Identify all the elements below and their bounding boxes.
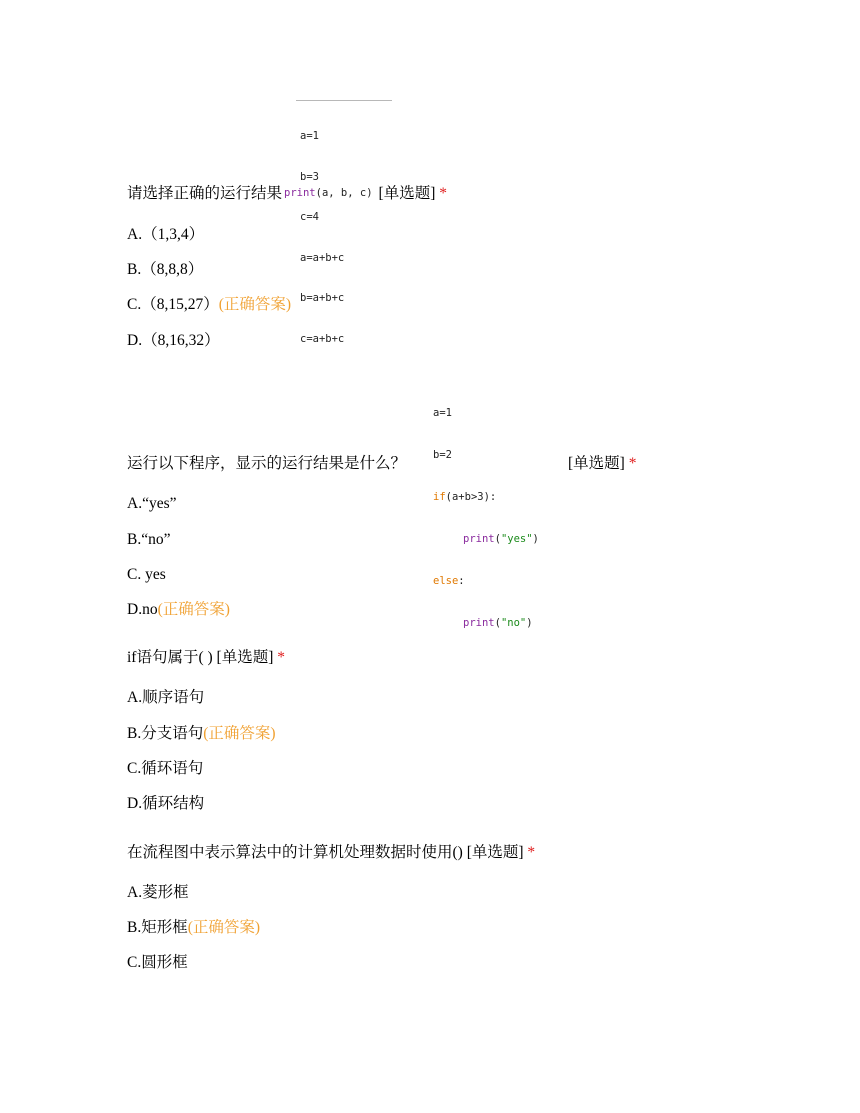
option-text: B.（8,8,8）	[127, 261, 204, 278]
correct-answer-note: (正确答案)	[218, 296, 292, 313]
paren-close: )	[532, 533, 539, 545]
question-3-title	[127, 648, 285, 668]
print-args: (a, b, c)	[315, 187, 373, 199]
paren-open: (	[494, 533, 501, 545]
code-line: c=a+b+c	[300, 332, 345, 345]
question-type-tag: [单选题]	[216, 649, 274, 666]
option-text: C.循环语句	[127, 760, 204, 777]
code-line: b=3	[300, 170, 319, 183]
required-mark: *	[277, 649, 285, 666]
code-line: a=a+b+c	[300, 251, 345, 264]
code-line	[433, 574, 539, 588]
option-text: A.“yes”	[127, 495, 177, 512]
string-no: "no"	[500, 617, 527, 629]
else-colon: :	[458, 575, 465, 587]
question-prompt: 在流程图中表示算法中的计算机处理数据时使用()	[127, 844, 463, 861]
option-text: B.分支语句	[127, 725, 204, 742]
option-text: C. yes	[127, 566, 166, 583]
question-prompt: 请选择正确的运行结果	[127, 185, 283, 202]
option-text: D.（8,16,32）	[127, 332, 220, 349]
option-c[interactable]	[127, 759, 203, 779]
option-c[interactable]	[127, 295, 291, 315]
code-snippet-q1	[300, 103, 344, 360]
correct-answer-note: (正确答案)	[187, 919, 261, 936]
option-a[interactable]	[127, 688, 204, 708]
correct-answer-note: (正确答案)	[157, 601, 230, 618]
option-b[interactable]	[127, 260, 203, 280]
option-text: D.no	[127, 601, 158, 618]
question-prompt: if语句属于( )	[127, 649, 213, 666]
option-b[interactable]	[127, 530, 170, 550]
code-line: b=a+b+c	[300, 292, 345, 304]
print-keyword: print	[463, 533, 495, 545]
option-b[interactable]	[127, 918, 260, 938]
option-d[interactable]	[127, 794, 204, 814]
option-text: B.矩形框	[127, 919, 188, 936]
paren-close: )	[526, 617, 533, 629]
option-text: C.圆形框	[127, 954, 188, 971]
option-d[interactable]	[127, 600, 230, 620]
question-2-type	[568, 454, 636, 474]
option-c[interactable]	[127, 565, 166, 585]
code-line: b=2	[433, 449, 452, 461]
question-4-title	[127, 843, 535, 863]
option-text: A.（1,3,4）	[127, 226, 205, 243]
code-line	[433, 490, 539, 504]
print-keyword: print	[463, 617, 495, 629]
option-a[interactable]	[127, 225, 204, 245]
required-mark: *	[527, 844, 536, 861]
if-keyword: if	[433, 491, 446, 503]
option-text: D.循环结构	[127, 795, 205, 812]
code-print-line	[284, 187, 373, 201]
print-keyword: print	[284, 187, 316, 199]
option-text: C.（8,15,27）	[127, 296, 219, 313]
option-a[interactable]	[127, 494, 177, 514]
option-a[interactable]	[127, 883, 189, 903]
string-yes: "yes"	[500, 533, 533, 545]
question-type-tag: [单选题]	[568, 455, 625, 472]
code-snippet-divider	[296, 100, 392, 101]
code-line: a=1	[433, 407, 452, 419]
if-condition: (a+b>3):	[445, 491, 497, 503]
option-c[interactable]	[127, 953, 188, 973]
code-snippet-q2	[433, 378, 539, 644]
required-mark: *	[628, 455, 637, 472]
question-prompt: 运行以下程序，显示的运行结果是什么？	[127, 455, 407, 472]
question-1-title	[127, 184, 447, 204]
option-text: A.顺序语句	[127, 689, 205, 706]
question-type-tag: [单选题]	[466, 844, 524, 861]
paren-open: (	[494, 617, 501, 629]
required-mark: *	[439, 185, 447, 202]
code-line: a=1	[300, 130, 319, 142]
else-keyword: else	[433, 575, 459, 587]
option-text: A.菱形框	[127, 884, 189, 901]
code-line: c=4	[300, 211, 319, 223]
code-line	[433, 616, 539, 630]
question-type-tag: [单选题]	[378, 185, 436, 202]
correct-answer-note: (正确答案)	[203, 725, 276, 742]
question-2-title	[127, 454, 406, 474]
option-b[interactable]	[127, 724, 276, 744]
option-d[interactable]	[127, 331, 220, 351]
code-line	[433, 532, 539, 546]
option-text: B.“no”	[127, 531, 171, 548]
